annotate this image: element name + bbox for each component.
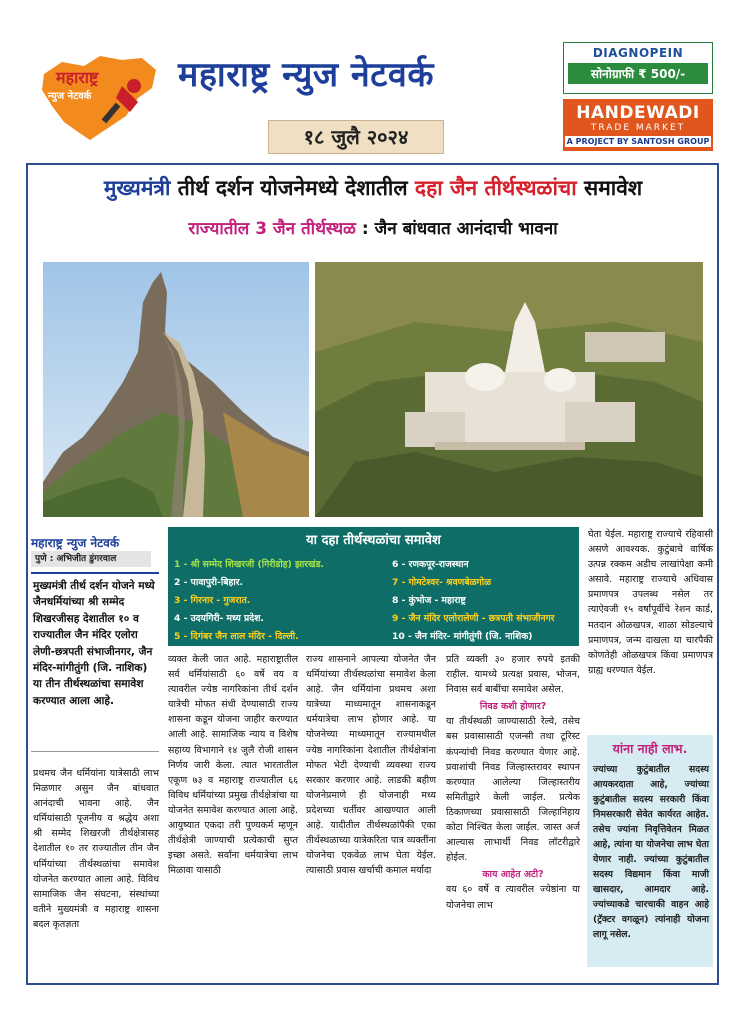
ad-diagnopein-tagline: सोनोग्राफी ₹ 500/- bbox=[568, 63, 708, 84]
body-column-1: प्रथमच जैन धर्मियांना यात्रेसाठी लाभ मिळणार असुन जैन बांधवात आनंदाची भावना आहे. जैन धर्मियांसाठी पूजनीय व श्रद्धेय अशा श्री सम्मेद शिखरजी तीर्थक्षेत्रासह देशातील १० तर राज्यातील तीन जैन धर्मियांच्या तीर्थस्थळांचा समावेश योजनेत करण्यात आला आहे. विविध सामाजिक जैन संघटना, संस्थांच्या वतीने मुख्यमंत्री व महाराष्ट्र शासना बदल कृतज्ञता bbox=[33, 768, 159, 930]
column-4-text-c: वय ६० वर्षे व त्यावरील ज्येष्ठांना या योजनेचा लाभ bbox=[446, 884, 580, 911]
ad-handewadi-subtitle: TRADE MARKET bbox=[590, 123, 686, 133]
subheadline-part-1: राज्यातील 3 जैन तीर्थस्थळ bbox=[188, 219, 356, 239]
list-item: 10 - जैन मंदिर- मांगीतुंगी (जि. नाशिक) bbox=[392, 631, 533, 642]
ad-handewadi-title: HANDEWADI bbox=[576, 103, 700, 123]
list-item: 5 - दिगंबर जैन लाल मंदिर - दिल्ली. bbox=[174, 631, 299, 642]
ad-diagnopein[interactable] bbox=[563, 42, 713, 94]
logo bbox=[38, 52, 160, 142]
intro-paragraph: मुख्यमंत्री तीर्थ दर्शन योजने मध्ये जैनधर्मियांच्या श्री सम्मेद शिखरजीसह देशातील १० व राज्यातील जैन मंदिर एलोरा लेणी-छत्रपती संभाजीनगर, जैन मंदिर-मांगीतुंगी (जि. नाशिक) या तीन तीर्थस्थळांचा समावेश करण्यात आला आहे. bbox=[33, 580, 155, 707]
list-item: 9 - जैन मंदिर एलोरालेणी - छत्रपती संभाजीनगर bbox=[392, 613, 555, 624]
list-item: 1 - श्री सम्मेद शिखरजी (गिरीडोह) झारखंड. bbox=[174, 559, 324, 570]
photo-temple-complex bbox=[315, 262, 703, 517]
logo-line-1: महाराष्ट्र bbox=[56, 68, 99, 87]
column-4-text-b: या तीर्थस्थळी जाण्यासाठी रेल्वे, तसेच बस प्रवासासाठी एजन्सी तथा टूरिस्ट कंपन्यांची निवड करण्यात येणार आहे. प्रवाशांची निवड जिल्हास्तरावर स्थापन करण्यात आलेल्या जिल्हास्तरीय समितीद्वारे केली जाईल. प्रत्येक ठिकाणच्या प्रवासासाठी जिल्हानिहाय कोटा निश्चित केला जाईल. जास्त अर्ज आल्यास लाभार्थी निवड लॉटरीद्वारे होईल. bbox=[446, 716, 580, 864]
not-eligible-title: यांना नाही लाभ. bbox=[612, 741, 688, 756]
byline-location: पुणे : अभिजीत डुंगरवाल bbox=[31, 551, 151, 567]
body-column-2: व्यक्त केली जात आहे. महाराष्ट्रातील सर्व धर्मियांसाठी ६० वर्षे वय व त्यावरील ज्येष्ठ नागरिकांना तीर्थ दर्शन यात्रेची मोफत संधी देण्यासाठी राज्य शासना कडून योजना जाहीर करण्यात आली आहे. सामाजिक न्याय व विशेष सहाय्य विभागाने १४ जुलै रोजी शासन निर्णय जारी केला. त्यात भारतातील एकूण ७३ व महाराष्ट्र राज्यातील ६६ विविध धर्मियांच्या प्रमुख तीर्थक्षेत्रांचा या योजनेत समावेश करण्यात आला आहे. आयुष्यात एकदा तरी पुण्यकर्म म्हणून तीर्थक्षेत्री जाण्याची प्रत्येकाची सुप्त इच्छा असते. सर्वांना धर्मयात्रेचा लाभ मिळावा यासाठी bbox=[168, 654, 298, 877]
photo-mountain-stairway bbox=[43, 262, 309, 517]
subheadline bbox=[30, 216, 716, 239]
list-title: या दहा तीर्थस्थळांचा समावेश bbox=[306, 533, 441, 548]
logo-line-2: न्युज नेटवर्क bbox=[48, 91, 92, 102]
ad-handewadi-project: A PROJECT BY SANTOSH GROUP bbox=[566, 137, 710, 146]
ad-diagnopein-brand: DIAGNOPEIN bbox=[592, 46, 684, 60]
body-column-4 bbox=[446, 652, 580, 913]
column-divider bbox=[31, 572, 159, 574]
subheadline-part-2: : जैन बांधवात आनंदाची भावना bbox=[355, 219, 558, 239]
list-item: 6 - रणकपूर-राजस्थान bbox=[392, 559, 469, 570]
question-heading-conditions: काय आहेत अटी? bbox=[482, 869, 544, 881]
body-column-5: घेता येईल. महाराष्ट्र राज्याचे रहिवासी असणे आवश्यक. कुटुंबाचे वार्षिक उत्पन्न रक्कम अडीच लाखांपेक्षा कमी असावे. महाराष्ट्र राज्याचे अधिवास प्रमाणपत्र उपलब्ध नसेल तर त्याऐवजी १५ वर्षांपूर्वीचे रेशन कार्ड, मतदान ओळखपत्र, शाळा सोडल्याचे प्रमाणपत्र, जन्म दाखला या चारपैकी कोणतेही ओळखपत्र किंवा प्रमाणपत्र ग्राह्य धरण्यात येईल. bbox=[588, 529, 713, 676]
list-item: 2 - पावापुरी-बिहार. bbox=[174, 577, 243, 588]
body-column-3: राज्य शासनाने आपल्या योजनेत जैन धर्मियांच्या तीर्थस्थळांचा समावेश केला आहे. जैन धर्मियांना प्रथमच अशा यात्रेच्या माध्यमातून शासनाकडून धर्मयात्रेचा लाभ होणार आहे. या योजनेच्या माध्यमातून राज्यामधील ज्येष्ठ नागरिकांना देशातील तीर्थक्षेत्रांना मोफत भेटी देण्याची व्यवस्था राज्य सरकार करणार आहे. लाडकी बहीण योजनेप्रमाणे ही योजनाही मध्य प्रदेशच्या धर्तीवर आखण्यात आली आहे. यादीतील तीर्थस्थळांपैकी एका तीर्थस्थळाच्या यात्रेकरिता पात्र व्यक्तींना योजनेचा एकवेळ लाभ घेता येईल. त्यासाठी प्रवास खर्चाची कमाल मर्यादा bbox=[306, 654, 436, 877]
column-4-text-a: प्रति व्यक्ती ३० हजार रुपये इतकी राहील. यामध्ये प्रत्यक्ष प्रवास, भोजन, निवास सर्व बाबींचा समावेश असेल. bbox=[446, 654, 580, 696]
column-divider bbox=[31, 751, 159, 752]
list-item: 7 - गोमटेश्वर- श्रवणबेळगोळ bbox=[392, 577, 492, 588]
not-eligible-box bbox=[587, 735, 713, 967]
headline bbox=[30, 174, 716, 202]
list-item: 8 - कुंभोज - महाराष्ट्र bbox=[392, 595, 466, 606]
ad-handewadi[interactable] bbox=[563, 99, 713, 151]
list-item: 3 - गिरनार - गुजरात. bbox=[174, 595, 251, 606]
issue-date: १८ जुलै २०२४ bbox=[268, 120, 444, 154]
headline-part-3: दहा जैन तीर्थस्थळांचा bbox=[414, 176, 577, 200]
headline-part-1: मुख्यमंत्री bbox=[103, 176, 171, 200]
list-item: 4 - उदयगिरी- मध्य प्रदेश. bbox=[174, 613, 264, 624]
masthead: महाराष्ट्र न्युज नेटवर्क bbox=[178, 55, 434, 95]
headline-part-2: तीर्थ दर्शन योजनेमध्ये देशातील bbox=[170, 176, 415, 200]
headline-part-4: समावेश bbox=[576, 176, 643, 200]
not-eligible-text: ज्यांच्या कुटुंबातील सदस्य आयकरदाता आहे, ज्यांच्या कुटुंबातील सदस्य सरकारी किंवा निमसरकारी सेवेत कार्यरत आहेत. तसेच ज्यांना निवृत्तिवेतन मिळत आहे, त्यांना या योजनेचा लाभ घेता येणार नाही. ज्यांच्या कुटुंबातील सदस्य विद्यमान किंवा माजी खासदार, आमदार आहे. ज्यांच्याकडे चारचाकी वाहन आहे (ट्रॅक्टर वगळून) त्यांनाही योजना लागू नसेल. bbox=[593, 764, 709, 940]
question-heading-selection: निवड कशी होणार? bbox=[479, 701, 547, 713]
byline-name: महाराष्ट्र न्युज नेटवर्क bbox=[31, 536, 120, 550]
pilgrimage-list-box bbox=[168, 527, 579, 646]
